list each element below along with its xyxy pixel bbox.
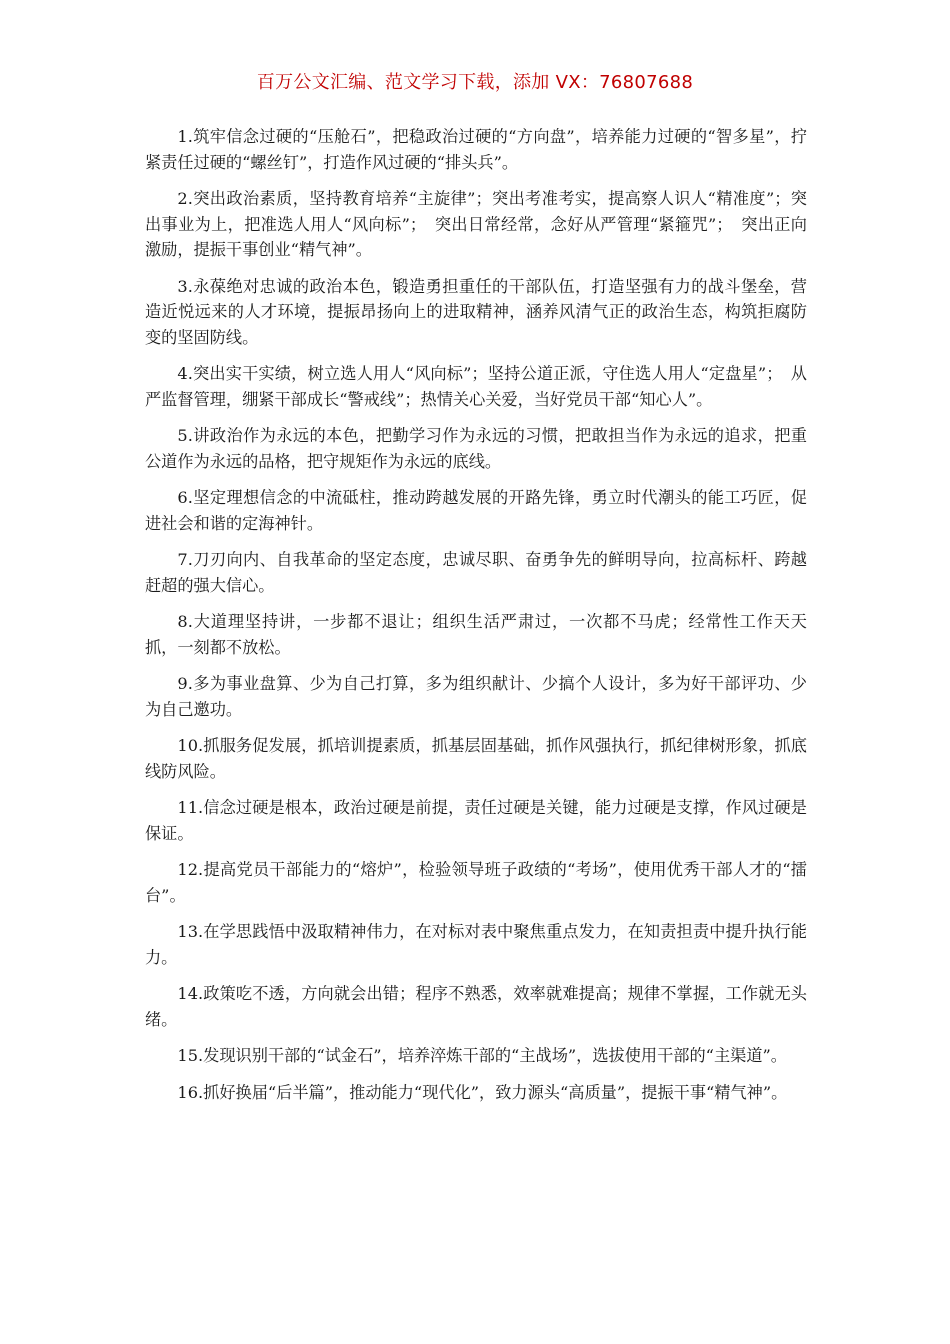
paragraph-9: 9.多为事业盘算、少为自己打算，多为组织献计、少搞个人设计，多为好干部评功、少为自己邀功。: [145, 674, 807, 719]
paragraph-10: 10.抓服务促发展，抓培训提素质，抓基层固基础，抓作风强执行，抓纪律树形象，抓底线防风险。: [145, 736, 807, 781]
paragraph-8: 8.大道理坚持讲，一步都不退让；组织生活严肃过，一次都不马虎；经常性工作天天抓，一刻都不放松。: [145, 612, 807, 657]
paragraph-12: 12.提高党员干部能力的“熔炉”，检验领导班子政绩的“考场”，使用优秀干部人才的“擂台”。: [145, 860, 807, 905]
paragraph-16: 16.抓好换届“后半篇”，推动能力“现代化”，致力源头“高质量”，提振干事“精气神”。: [177, 1082, 788, 1102]
page-header: 百万公文汇编、范文学习下载，添加 VX：76807688: [256, 72, 694, 93]
paragraph-1: 1.筑牢信念过硬的“压舱石”，把稳政治过硬的“方向盘”，培养能力过硬的“智多星”，拧紧责任过硬的“螺丝钉”，打造作风过硬的“排头兵”。: [145, 127, 807, 172]
document-body: [145, 124, 807, 1116]
paragraph-14: 14.政策吃不透，方向就会出错；程序不熟悉，效率就难提高；规律不掌握，工作就无头绪。: [145, 984, 807, 1029]
paragraph-5: 5.讲政治作为永远的本色，把勤学习作为永远的习惯，把敢担当作为永远的追求，把重公道作为永远的品格，把守规矩作为永远的底线。: [145, 426, 807, 471]
paragraph-4: 4.突出实干实绩，树立选人用人“风向标”；坚持公道正派，守住选人用人“定盘星”； 从严监督管理，绷紧干部成长“警戒线”；热情关心关爱，当好党员干部“知心人”。: [145, 364, 807, 409]
paragraph-2: 2.突出政治素质，坚持教育培养“主旋律”；突出考准考实，提高察人识人“精准度”；突出事业为上，把准选人用人“风向标”； 突出日常经常，念好从严管理“紧箍咒”； 突出正向激励，提振干事创业“精气神”。: [145, 189, 807, 259]
paragraph-13: 13.在学思践悟中汲取精神伟力，在对标对表中聚焦重点发力，在知责担责中提升执行能力。: [145, 922, 807, 967]
paragraph-7: 7.刀刃向内、自我革命的坚定态度，忠诚尽职、奋勇争先的鲜明导向，拉高标杆、跨越赶超的强大信心。: [145, 550, 807, 595]
paragraph-3: 3.永葆绝对忠诚的政治本色，锻造勇担重任的干部队伍，打造坚强有力的战斗堡垒，营造近悦远来的人才环境，提振昂扬向上的进取精神，涵养风清气正的政治生态，构筑拒腐防变的坚固防线。: [145, 276, 807, 347]
paragraph-15: 15.发现识别干部的“试金石”，培养淬炼干部的“主战场”，选拔使用干部的“主渠道”。: [177, 1046, 787, 1065]
paragraph-11: 11.信念过硬是根本，政治过硬是前提，责任过硬是关键，能力过硬是支撑，作风过硬是保证。: [145, 798, 807, 843]
paragraph-6: 6.坚定理想信念的中流砥柱，推动跨越发展的开路先锋，勇立时代潮头的能工巧匠，促进社会和谐的定海神针。: [145, 488, 807, 533]
